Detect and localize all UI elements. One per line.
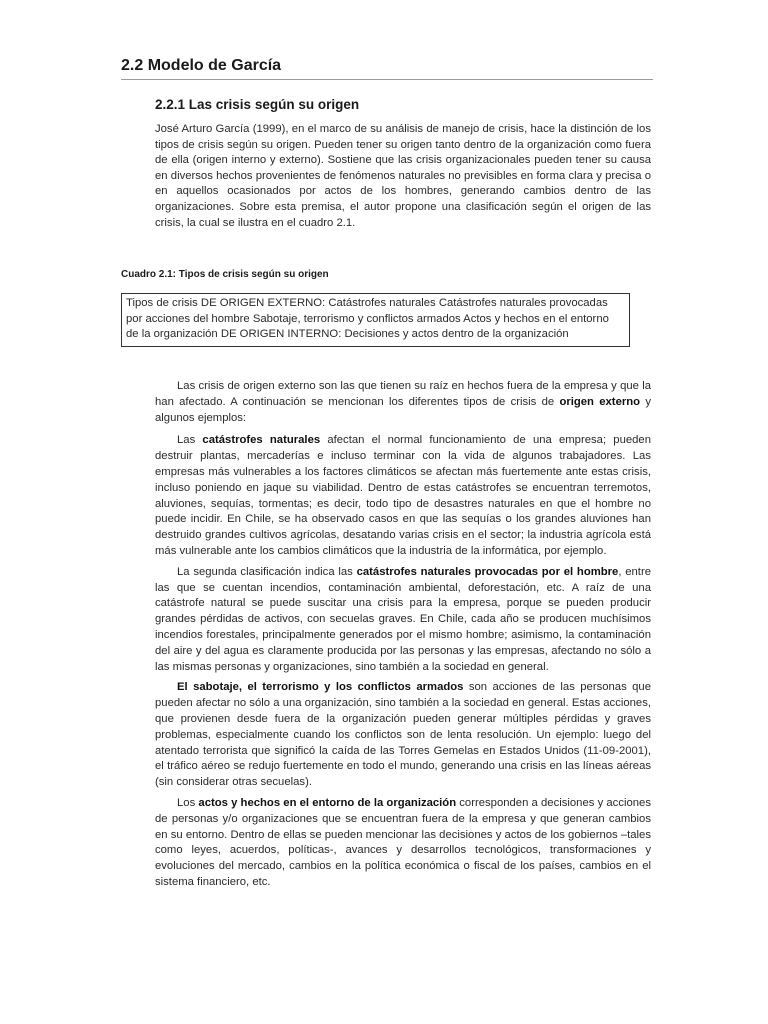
intro-paragraph: José Arturo García (1999), en el marco de su análisis de manejo de crisis, hace la distinción de los tipos de crisis según su origen. Pueden tener su origen tanto dentro de la organización como fuera de ella (origen interno y externo). Sostiene que las crisis organizacionales pueden tener su causa en diversos hechos provenientes de fenómenos naturales no previsibles en forma clara y precisa o en aquellos ocasionados por actos de los hombres, generando cambios dentro de las organizaciones. Sobre esta premisa, el autor propone una clasificación según el origen de las crisis, la cual se ilustra en el cuadro 2.1. [155,123,651,229]
paragraph-actos-entorno [155,796,651,891]
subsection-title: 2.2.1 Las crisis según su origen [155,97,360,112]
paragraph-catastrofes-naturales [155,433,651,559]
bold-term: actos y hechos en el entorno de la organización [198,796,457,809]
body-text [155,379,651,896]
bold-term: origen externo [559,395,641,408]
paragraph-text: Los [177,796,199,809]
bold-term: catástrofes naturales provocadas por el hombre [356,565,619,578]
bold-term: catástrofes naturales [202,434,321,447]
paragraph-text: corresponden a decisiones y acciones de personas y/o organizaciones que se encuentran fuera de la empresa y que generan cambios en su entorno. Dentro de ellas se pueden mencionar las decisiones y actos de los gobiernos –tales como leyes, acuerdos, políticas-, avances y desarrollos tecnológicos, transformaciones y evoluciones del mercado, cambios en la política económica o fiscal de los países, cambios en el sistema financiero, etc. [155,796,651,888]
paragraph-catastrofes-hombre [155,565,651,676]
paragraph-sabotaje [155,680,651,791]
bold-term: El sabotaje, el terrorismo y los conflictos armados [177,681,464,694]
paragraph-text: afectan el normal funcionamiento de una empresa; pueden destruir plantas, mercaderías e incluso terminar con la vida de algunos trabajadores. Las empresas más vulnerables a los factores climáticos se afectan más fuertemente ante estas crisis, incluso poniendo en jaque su viabilidad. Dentro de estas catástrofes se encuentran terremotos, aluviones, sequías, tormentas; es decir, todo tipo de desastres naturales en que el hombre no puede incidir. En Chile, se ha observado casos en que las sequías o los grandes aluviones han destruido grandes cultivos agrícolas, desatando varias crisis en el sector; la industria agrícola está más vulnerable ante los cambios climáticos que la industria de la informática, por ejemplo. [155,434,651,557]
paragraph-text: , entre las que se cuentan incendios, contaminación ambiental, deforestación, etc. A raíz de una catástrofe natural se puede suscitar una crisis para la empresa, porque se pueden producir grandes pérdidas de activos, con secuelas graves. En Chile, cada año se producen muchísimos incendios forestales, principalmente generados por el mismo hombre; asimismo, la contaminación del aire y del agua es claramente producida por las personas y las empresas, afectando no sólo a las mismas personas y organizaciones, sino también a la sociedad en general. [155,565,651,673]
crisis-types-box: Tipos de crisis DE ORIGEN EXTERNO: Catástrofes naturales Catástrofes naturales provocadas por acciones del hombre Sabotaje, terrorismo y conflictos armados Actos y hechos en el entorno de la organización DE ORIGEN INTERNO: Decisiones y actos dentro de la organización [121,293,630,347]
paragraph-text: Las crisis de origen externo son las que tienen su raíz en hechos fuera de la empresa y que la han afectado. A continuación se mencionan los diferentes tipos de crisis de [155,380,651,408]
paragraph-text: y algunos ejemplos: [155,395,651,424]
table-caption: Cuadro 2.1: Tipos de crisis según su origen [121,269,329,280]
paragraph-text: son acciones de las personas que pueden afectar no sólo a una organización, sino también a la sociedad en general. Estas acciones, que provienen desde fuera de la organización pueden generar múltiples pérdidas y graves problemas, especialmente cuando los conflictos son de lenta resolución. Un ejemplo: luego del atentado terrorista que significó la caída de las Torres Gemelas en Estados Unidos (11-09-2001), el tráfico aéreo se redujo fuertemente en todo el mundo, generando una crisis en las líneas aéreas (sin considerar otras secuelas). [155,681,651,789]
paragraph-text: Las [177,434,203,447]
paragraph-origen-externo [155,379,651,426]
section-title: 2.2 Modelo de García [121,57,653,80]
paragraph-text: La segunda clasificación indica las [177,565,357,578]
